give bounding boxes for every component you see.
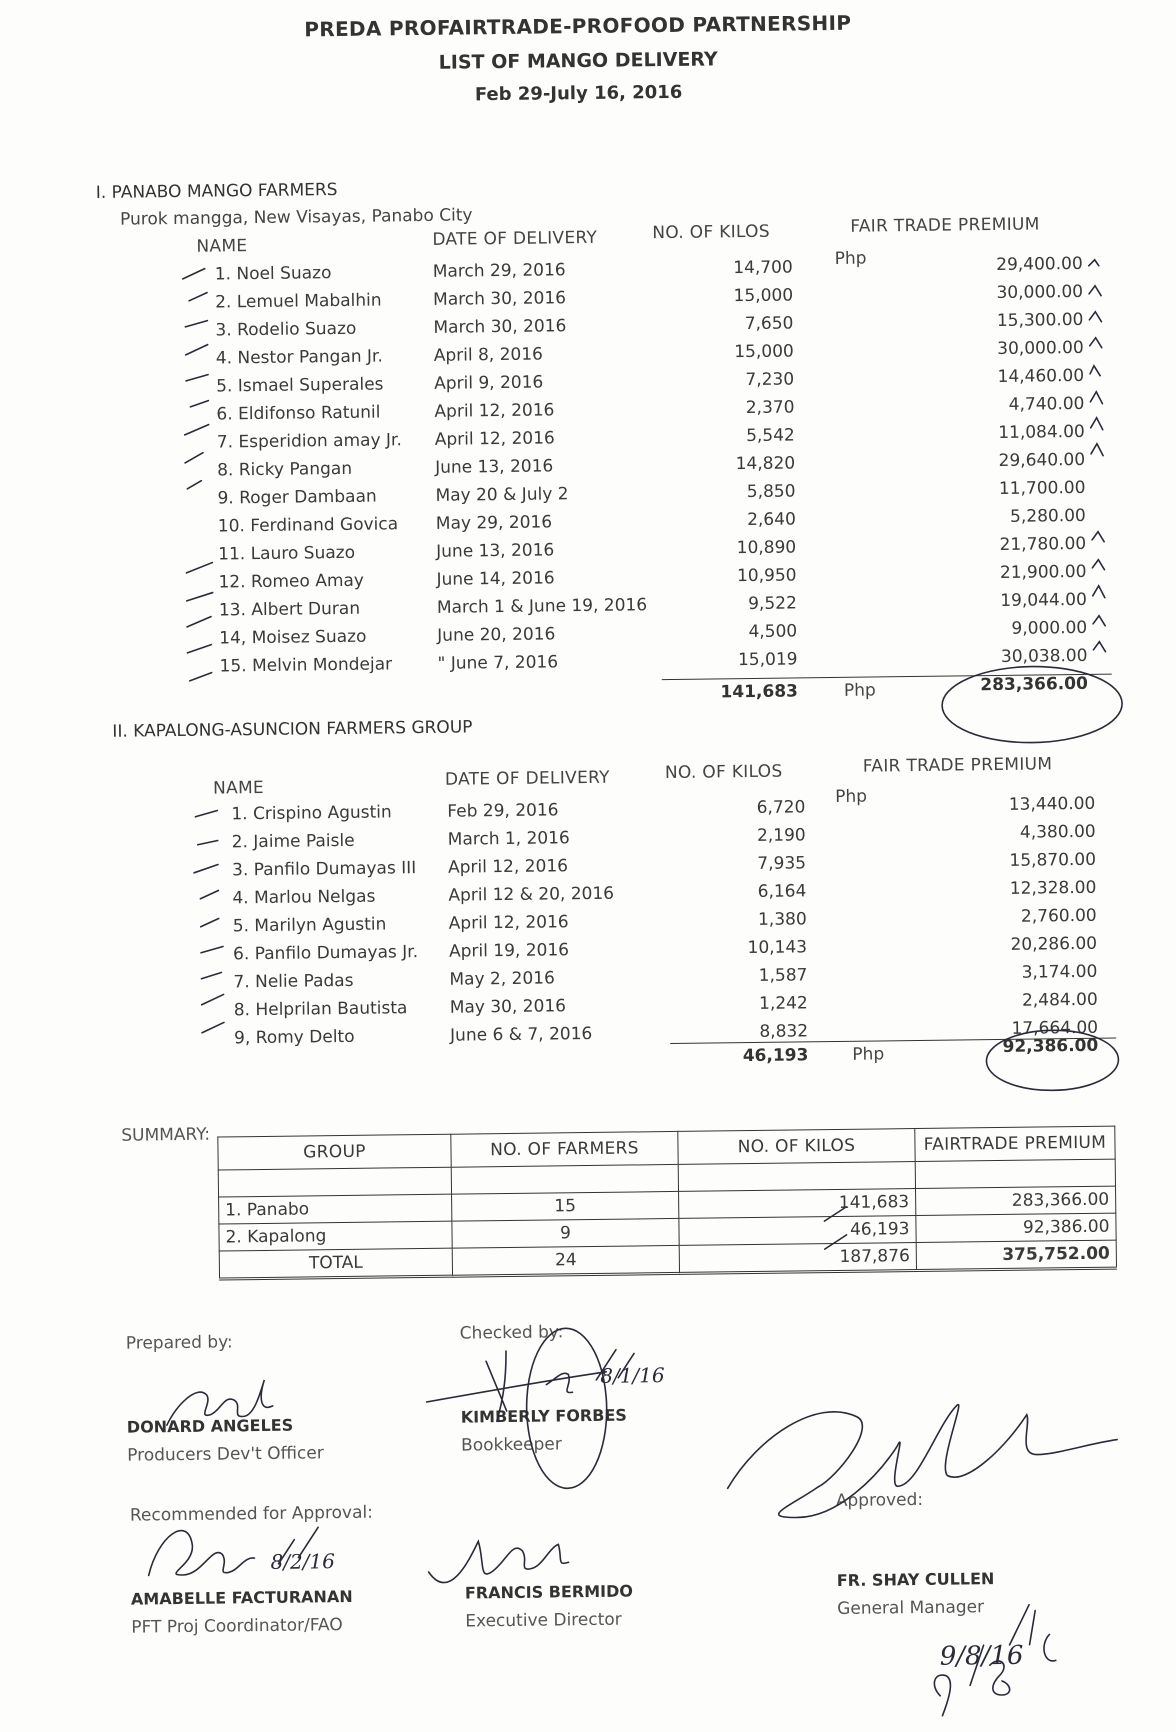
premium: 19,044.00 xyxy=(1000,589,1087,611)
premium: 4,740.00 xyxy=(1008,393,1085,415)
section2-total-currency: Php xyxy=(852,1044,885,1065)
premium: 11,700.00 xyxy=(998,477,1086,499)
kilos: 5,542 xyxy=(746,425,795,447)
summary-col-premium: FAIRTRADE PREMIUM xyxy=(915,1126,1115,1161)
section2-title: II. KAPALONG-ASUNCION FARMERS GROUP xyxy=(112,717,473,742)
farmer-name: 9, Romy Delto xyxy=(233,1026,355,1049)
section1-location: Purok mangga, New Visayas, Panabo City xyxy=(119,205,473,230)
delivery-date: May 2, 2016 xyxy=(449,968,555,990)
summary-label: SUMMARY: xyxy=(121,1124,211,1146)
section1-total-currency: Php xyxy=(843,680,876,701)
premium: 30,000.00 xyxy=(996,281,1084,303)
premium: 29,640.00 xyxy=(998,449,1086,471)
kilos: 7,935 xyxy=(757,853,807,874)
delivery-date: April 12, 2016 xyxy=(434,400,555,422)
section1-col-name: NAME xyxy=(196,236,248,257)
kilos: 7,230 xyxy=(745,369,795,391)
premium: 2,484.00 xyxy=(1021,989,1098,1011)
farmer-name: 7. Nelie Padas xyxy=(233,970,354,993)
delivery-date: April 12, 2016 xyxy=(434,428,555,450)
farmer-name: 8. Ricky Pangan xyxy=(217,458,353,481)
delivery-date: April 12, 2016 xyxy=(448,912,569,934)
summary-premium: 283,366.00 xyxy=(916,1186,1116,1215)
delivery-date: June 6 & 7, 2016 xyxy=(449,1023,593,1046)
farmer-name: 1. Noel Suazo xyxy=(214,263,332,285)
delivery-date: June 14, 2016 xyxy=(436,568,555,590)
delivery-date: May 30, 2016 xyxy=(449,996,567,1018)
delivery-date: " June 7, 2016 xyxy=(437,652,559,674)
premium: 11,084.00 xyxy=(998,421,1085,443)
kilos: 6,720 xyxy=(756,797,806,818)
delivery-date: June 13, 2016 xyxy=(436,540,555,562)
summary-group: 1. Panabo xyxy=(219,1194,452,1224)
kilos: 14,820 xyxy=(735,453,796,475)
section2-total-kilos: 46,193 xyxy=(742,1045,809,1067)
farmer-name: 7. Esperidion amay Jr. xyxy=(216,430,402,453)
kilos: 15,000 xyxy=(734,341,794,363)
premium: 9,000.00 xyxy=(1011,617,1088,639)
kilos: 8,832 xyxy=(759,1021,809,1042)
summary-total-kilos: 187,876 xyxy=(679,1243,916,1274)
summary-farmers: 15 xyxy=(452,1191,679,1221)
kilos: 2,640 xyxy=(747,509,796,531)
section2-col-kilos: NO. OF KILOS xyxy=(664,761,783,784)
section1-currency: Php xyxy=(834,248,867,269)
kilos: 1,380 xyxy=(757,909,807,930)
premium: 14,460.00 xyxy=(997,365,1085,387)
prepared-by-role: Producers Dev't Officer xyxy=(127,1443,324,1466)
kilos: 14,700 xyxy=(733,257,793,279)
summary-col-kilos: NO. OF KILOS xyxy=(678,1129,915,1165)
delivery-date: March 30, 2016 xyxy=(432,288,567,310)
section2-col-premium: FAIR TRADE PREMIUM xyxy=(862,754,1053,777)
summary-group: 2. Kapalong xyxy=(219,1221,452,1251)
premium: 21,780.00 xyxy=(999,533,1087,555)
summary-col-group: GROUP xyxy=(218,1134,451,1170)
section1-col-premium: FAIR TRADE PREMIUM xyxy=(850,214,1040,237)
premium: 3,174.00 xyxy=(1021,961,1098,983)
summary-kilos: 46,193 xyxy=(679,1216,916,1246)
farmer-name: 12. Romeo Amay xyxy=(218,570,365,593)
recommended-name: AMABELLE FACTURANAN xyxy=(130,1586,353,1609)
kilos: 15,019 xyxy=(737,649,798,671)
farmer-name: 6. Eldifonso Ratunil xyxy=(216,402,381,425)
farmer-name: 5. Ismael Superales xyxy=(216,374,384,397)
farmer-name: 8. Helprilan Bautista xyxy=(233,998,408,1021)
premium: 12,328.00 xyxy=(1009,877,1097,899)
checked-by-name: KIMBERLY FORBES xyxy=(460,1405,627,1427)
document-title: PREDA PROFAIRTRADE-PROFOOD PARTNERSHIP xyxy=(304,10,852,42)
recommended-label: Recommended for Approval: xyxy=(129,1502,374,1526)
approved-role: General Manager xyxy=(837,1597,985,1620)
premium: 30,000.00 xyxy=(997,337,1084,359)
section1-title: I. PANABO MANGO FARMERS xyxy=(95,180,338,203)
farmer-name: 1. Crispino Agustin xyxy=(231,802,392,825)
kilos: 4,500 xyxy=(748,621,798,643)
delivery-date: April 12, 2016 xyxy=(447,856,569,878)
premium: 13,440.00 xyxy=(1008,793,1096,815)
kilos: 2,370 xyxy=(745,397,795,419)
section1-col-date: DATE OF DELIVERY xyxy=(432,227,598,250)
summary-farmers: 9 xyxy=(452,1218,679,1248)
delivery-date: June 13, 2016 xyxy=(435,456,554,478)
premium: 21,900.00 xyxy=(999,561,1087,583)
section2-col-date: DATE OF DELIVERY xyxy=(444,767,610,790)
kilos: 1,242 xyxy=(758,993,808,1014)
approved-label: Approved: xyxy=(835,1489,924,1512)
kilos: 10,143 xyxy=(747,937,808,959)
farmer-name: 4. Marlou Nelgas xyxy=(232,886,376,909)
kilos: 15,000 xyxy=(733,285,794,307)
checked-by-role: Bookkeeper xyxy=(460,1434,562,1456)
farmer-name: 11. Lauro Suazo xyxy=(218,542,356,565)
kilos: 9,522 xyxy=(748,593,797,615)
delivery-date: May 29, 2016 xyxy=(435,512,553,534)
summary-total-premium: 375,752.00 xyxy=(916,1240,1116,1270)
recommended-date-handwritten: 8/2/16 xyxy=(270,1549,336,1574)
summary-total-group: TOTAL xyxy=(219,1248,452,1279)
document-date-range: Feb 29-July 16, 2016 xyxy=(474,81,683,106)
delivery-date: April 9, 2016 xyxy=(434,372,544,394)
recommended-role: PFT Proj Coordinator/FAO xyxy=(131,1615,343,1638)
delivery-date: May 20 & July 2 xyxy=(435,484,569,506)
premium: 4,380.00 xyxy=(1019,821,1096,843)
delivery-date: June 20, 2016 xyxy=(437,624,556,646)
farmer-name: 3. Panfilo Dumayas III xyxy=(231,858,417,881)
premium: 29,400.00 xyxy=(996,253,1083,275)
farmer-name: 5. Marilyn Agustin xyxy=(232,914,387,937)
section2-currency: Php xyxy=(835,786,868,807)
prepared-by-label: Prepared by: xyxy=(125,1332,233,1354)
kilos: 5,850 xyxy=(746,481,796,503)
kilos: 6,164 xyxy=(757,881,807,902)
checked-date-handwritten: 8/1/16 xyxy=(600,1363,665,1388)
delivery-date: Feb 29, 2016 xyxy=(447,800,559,822)
kilos: 7,650 xyxy=(744,313,794,335)
executive-role: Executive Director xyxy=(465,1609,622,1632)
section1-col-kilos: NO. OF KILOS xyxy=(652,221,771,244)
kilos: 1,587 xyxy=(758,965,808,986)
premium: 15,300.00 xyxy=(996,309,1084,331)
farmer-name: 13. Albert Duran xyxy=(218,598,361,621)
summary-col-farmers: NO. OF FARMERS xyxy=(451,1131,678,1167)
section2-total-premium: 92,386.00 xyxy=(1002,1035,1099,1057)
delivery-date: March 1 & June 19, 2016 xyxy=(436,595,648,618)
farmer-name: 15. Melvin Mondejar xyxy=(219,654,393,677)
premium: 20,286.00 xyxy=(1010,933,1098,955)
document-subtitle: LIST OF MANGO DELIVERY xyxy=(438,48,718,74)
section1-total-premium: 283,366.00 xyxy=(980,673,1088,696)
delivery-date: April 12 & 20, 2016 xyxy=(448,883,615,906)
approved-name: FR. SHAY CULLEN xyxy=(836,1569,995,1591)
section2-col-name: NAME xyxy=(212,777,265,799)
farmer-name: 3. Rodelio Suazo xyxy=(215,318,357,341)
checked-by-label: Checked by: xyxy=(459,1322,564,1344)
farmer-name: 2. Lemuel Mabalhin xyxy=(215,290,382,313)
farmer-name: 6. Panfilo Dumayas Jr. xyxy=(232,942,419,965)
executive-name: FRANCIS BERMIDO xyxy=(464,1581,634,1603)
premium: 5,280.00 xyxy=(1009,505,1086,527)
delivery-date: April 8, 2016 xyxy=(433,344,544,366)
farmer-name: 4. Nestor Pangan Jr. xyxy=(215,346,383,369)
section1-total-kilos: 141,683 xyxy=(720,681,799,703)
prepared-by-name: DONARD ANGELES xyxy=(126,1415,294,1437)
delivery-date: April 19, 2016 xyxy=(448,940,570,962)
premium: 2,760.00 xyxy=(1020,905,1097,927)
summary-premium: 92,386.00 xyxy=(916,1213,1116,1242)
farmer-name: 14, Moisez Suazo xyxy=(219,626,367,649)
farmer-name: 10. Ferdinand Govica xyxy=(217,514,399,537)
summary-total-farmers: 24 xyxy=(452,1245,679,1276)
delivery-date: March 29, 2016 xyxy=(432,260,566,282)
farmer-name: 9. Roger Dambaan xyxy=(217,486,377,509)
farmer-name: 2. Jaime Paisle xyxy=(231,830,355,853)
approved-date-handwritten: 9/8/16 xyxy=(939,1640,1024,1672)
premium: 15,870.00 xyxy=(1009,849,1097,871)
delivery-date: March 1, 2016 xyxy=(447,828,570,850)
summary-kilos: 141,683 xyxy=(679,1189,916,1219)
premium: 17,664.00 xyxy=(1011,1017,1099,1039)
delivery-date: March 30, 2016 xyxy=(433,316,567,338)
kilos: 10,890 xyxy=(736,537,797,559)
kilos: 2,190 xyxy=(756,825,806,846)
kilos: 10,950 xyxy=(736,565,797,587)
premium: 30,038.00 xyxy=(1000,645,1088,667)
